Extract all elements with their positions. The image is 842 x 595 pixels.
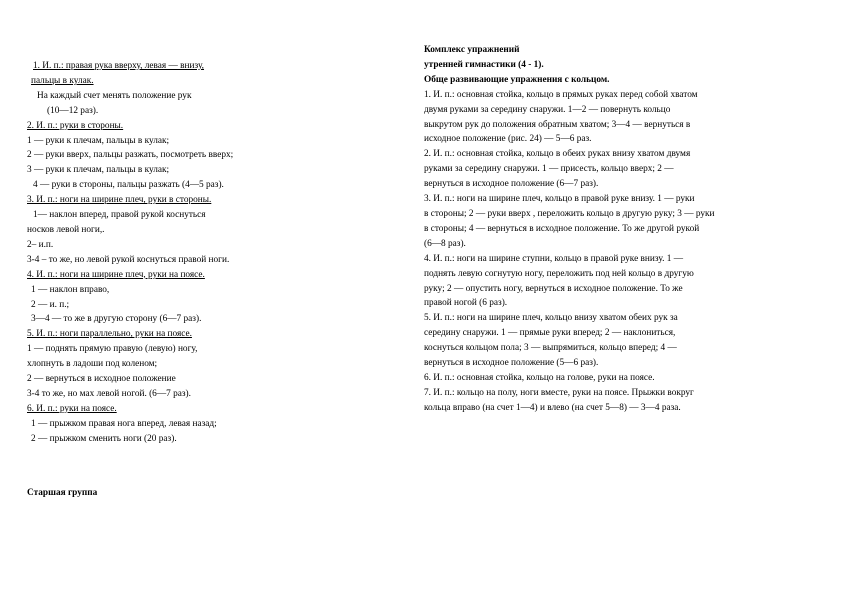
ex4-line3: 3—4 — то же в другую сторону (6—7 раз).	[31, 314, 202, 325]
complex-title: Комплекс упражнений	[424, 45, 520, 55]
ex4-heading: 4. И. п.: ноги на ширине плеч, руки на поясе.	[27, 269, 205, 280]
ex1-line3: На каждый счет менять положение рук	[37, 90, 192, 101]
ring-ex-line: 5. И. п.: ноги на ширине плеч, кольцо внизу хватом обеих рук за	[424, 313, 678, 324]
complex-section-title: Обще развивающие упражнения с кольцом.	[424, 74, 610, 85]
ex2-line2: 2 — руки вверх, пальцы разжать, посмотреть вверх;	[27, 150, 234, 161]
ring-ex-line: кольца вправо (на счет 1—4) и влево (на счет 5—8) — 3—4 раза.	[424, 402, 681, 413]
ex1-line1: 1. И. п.: правая рука вверху, левая — внизу,	[33, 61, 205, 71]
ring-ex-line: в стороны; 4 — вернуться в исходное положение. То же другой рукой	[424, 223, 700, 234]
ring-ex-line: выкрутом рук до положения обратным хватом; 3—4 — вернуться в	[424, 119, 691, 130]
ring-ex-line: в стороны; 2 — руки вверх , переложить кольцо в другую руку; 3 — руки	[424, 208, 715, 219]
ring-ex-line: вернуться в исходное положение (5—6 раз).	[424, 358, 599, 369]
ring-ex-line: 7. И. п.: кольцо на полу, ноги вместе, руки на поясе. Прыжки вокруг	[424, 387, 694, 398]
ring-ex-line: 2. И. п.: основная стойка, кольцо в обеих руках внизу хватом двумя	[424, 149, 691, 160]
ex6-heading: 6. И. п.: руки на поясе.	[27, 403, 117, 414]
ring-ex-line: коснуться кольцом пола; 3 — выпрямиться, кольцо вперед; 4 —	[424, 343, 677, 354]
complex-subtitle: утренней гимнастики (4 - 1).	[424, 59, 544, 70]
ring-ex-line: руку; 2 — опустить ногу, вернуться в исходное положение. То же	[424, 283, 683, 294]
ex3-line2: носков левой ноги,.	[27, 224, 105, 235]
ex5-line2: хлопнуть в ладоши под коленом;	[27, 359, 158, 370]
left-column	[27, 59, 407, 447]
ring-ex-line: вернуться в исходное положение (6—7 раз).	[424, 179, 599, 190]
ring-ex-line: правой ногой (6 раз).	[424, 298, 508, 309]
ring-ex-line: 4. И. п.: ноги на ширине ступни, кольцо в правой руке внизу. 1 —	[424, 253, 683, 264]
ring-ex-line: руками за середину снаружи. 1 — присесть, кольцо вверх; 2 —	[424, 164, 674, 175]
right-column	[424, 43, 829, 416]
ring-ex-line: поднять левую согнутую ногу, переложить под ней кольцо в другую	[424, 268, 694, 279]
ex1-line2: пальцы в кулак.	[31, 75, 94, 86]
ex3-line4: 3-4 – то же, но левой рукой коснуться правой ноги.	[27, 254, 230, 265]
ring-ex-line: исходное положение (рис. 24) — 5—6 раз.	[424, 134, 592, 145]
ring-ex-line: 1. И. п.: основная стойка, кольцо в прямых руках перед собой хватом	[424, 89, 698, 100]
ex3-line1: 1— наклон вперед, правой рукой коснуться	[33, 210, 206, 221]
ex4-line1: 1 — наклон вправо,	[31, 284, 110, 295]
ring-ex-line: двумя руками за середину снаружи. 1—2 — повернуть кольцо	[424, 104, 671, 115]
ex2-line1: 1 — руки к плечам, пальцы в кулак;	[27, 135, 170, 146]
ex6-line2: 2 — прыжком сменить ноги (20 раз).	[31, 433, 177, 444]
ex2-heading: 2. И. п.: руки в стороны.	[27, 120, 124, 131]
ex5-line1: 1 — поднять прямую правую (левую) ногу,	[27, 344, 198, 355]
ex2-line4: 4 — руки в стороны, пальцы разжать (4—5 раз).	[33, 180, 224, 191]
ring-ex-line: 3. И. п.: ноги на ширине плеч, кольцо в правой руке внизу. 1 — руки	[424, 194, 695, 205]
ex5-line4: 3-4 то же, но мах левой ногой. (6—7 раз).	[27, 388, 191, 399]
ex4-line2: 2 — и. п.;	[31, 299, 70, 310]
ex3-heading: 3. И. п.: ноги на ширине плеч, руки в стороны.	[27, 195, 212, 206]
ex1-line4: (10—12 раз).	[47, 105, 99, 116]
ring-ex-line: середину снаружи. 1 — прямые руки вперед; 2 — наклониться,	[424, 328, 676, 339]
group-label: Старшая группа	[27, 488, 98, 498]
ring-ex-line: (6—8 раз).	[424, 238, 466, 249]
ex6-line1: 1 — прыжком правая нога вперед, левая назад;	[31, 418, 217, 429]
ex5-line3: 2 — вернуться в исходное положение	[27, 374, 176, 385]
ex5-heading: 5. И. п.: ноги параллельно, руки на поясе.	[27, 329, 192, 340]
ex3-line3: 2– и.п.	[27, 239, 54, 250]
ring-ex-line: 6. И. п.: основная стойка, кольцо на голове, руки на поясе.	[424, 372, 655, 383]
ex2-line3: 3 — руки к плечам, пальцы в кулак;	[27, 165, 170, 176]
